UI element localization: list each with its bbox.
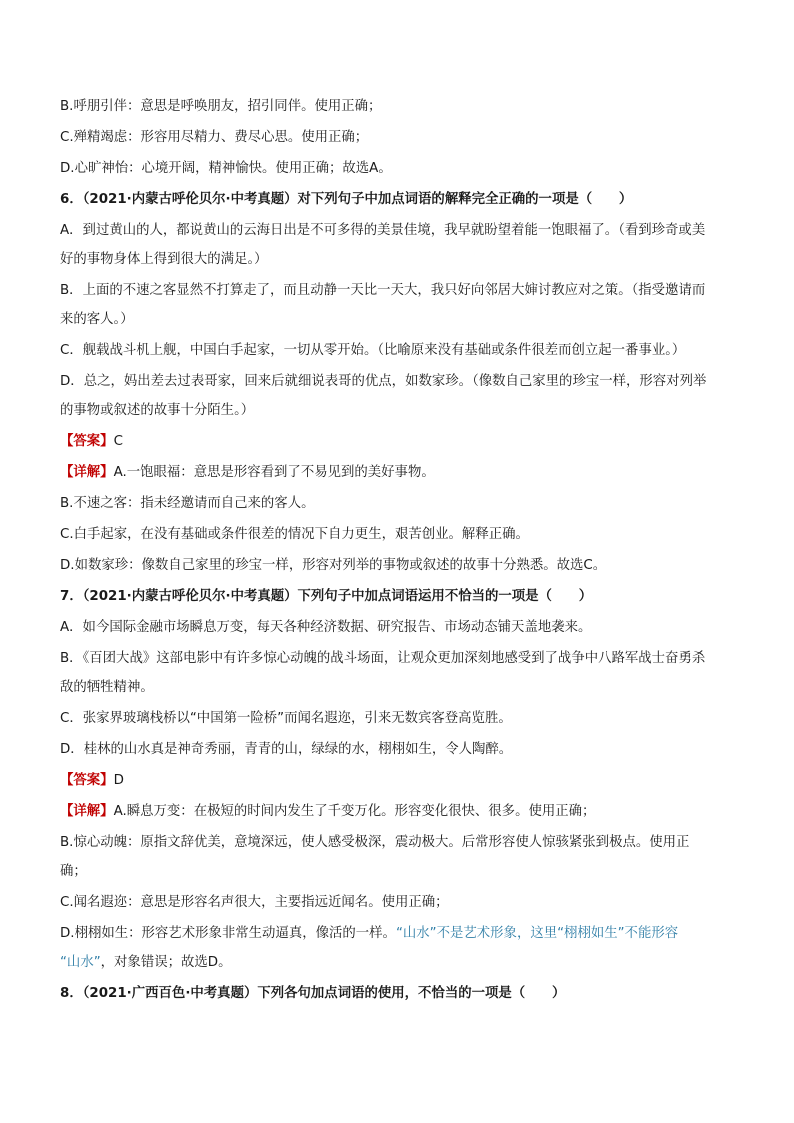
q6-option-a-cont: 好的事物身体上得到很大的满足。） [60, 252, 268, 267]
q7-detail-d [60, 923, 740, 945]
q7-option-d: D．桂林的山水真是神奇秀丽，青青的山，绿绿的水，栩栩如生，令人陶醉。 [60, 742, 513, 757]
answer-value: C [113, 434, 123, 449]
q7-option-c: C．张家界玻璃栈桥以“中国第一险桥”而闻名遐迩，引来无数宾客登高览胜。 [60, 711, 512, 726]
q6-detail-b: B.不速之客：指未经邀请而自己来的客人。 [60, 496, 315, 511]
q7-detail-b: B.惊心动魄：原指文辞优美，意境深远，使人感受极深，震动极大。后常形容使人惊骇紧张到极点。使用正 [60, 835, 690, 850]
q6-detail-a [60, 462, 740, 484]
q6-option-b-cont: 来的客人。） [60, 312, 134, 327]
q6-option-a: A．到过黄山的人，都说黄山的云海日出是不可多得的美景佳境，我早就盼望着能一饱眼福了。（看到珍奇或美 [60, 223, 706, 238]
q6-option-d-cont: 的事物或叙述的故事十分陌生。） [60, 403, 255, 418]
detail-tag: 【详解】 [60, 804, 114, 819]
answer-tag: 【答案】 [60, 773, 114, 788]
q7-detail-b-cont: 确； [60, 864, 87, 879]
detail-text: D.栩栩如生：形容艺术形象非常生动逼真，像活的一样。 [60, 926, 396, 941]
q8-title: 8．（2021·广西百色·中考真题）下列各句加点词语的使用，不恰当的一项是（ ） [60, 986, 566, 1001]
q6-title: 6．（2021·内蒙古呼伦贝尔·中考真题）对下列句子中加点词语的解释完全正确的一项是（ ） [60, 192, 633, 207]
document-page [60, 96, 740, 1014]
q5-detail-b: B.呼朋引伴：意思是呼唤朋友，招引同伴。使用正确； [60, 99, 382, 114]
detail-text: A.一饱眼福：意思是形容看到了不易见到的美好事物。 [113, 465, 435, 480]
q6-option-c: C．舰载战斗机上舰，中国白手起家，一切从零开始。（比喻原来没有基础或条件很差而创立起一番事业。） [60, 343, 686, 358]
detail-highlight: “山水” [60, 955, 101, 970]
q6-detail-c: C.白手起家，在没有基础或条件很差的情况下自力更生，艰苦创业。解释正确。 [60, 527, 529, 542]
q6-option-d: D．总之，妈出差去过表哥家，回来后就细说表哥的优点，如数家珍。（像数自己家里的珍宝一样，形容对列举 [60, 374, 707, 389]
q7-detail-c: C.闻名遐迩：意思是形容名声很大，主要指远近闻名。使用正确； [60, 895, 449, 910]
q5-detail-d: D.心旷神怡：心境开阔，精神愉快。使用正确；故选A。 [60, 161, 392, 176]
q5-detail-c: C.殚精竭虑：形容用尽精力、费尽心思。使用正确； [60, 130, 369, 145]
answer-value: D [113, 773, 124, 788]
q7-option-b-cont: 敌的牺牲精神。 [60, 680, 154, 695]
q6-answer [60, 431, 740, 453]
q7-title: 7．（2021·内蒙古呼伦贝尔·中考真题）下列句子中加点词语运用不恰当的一项是（ ） [60, 589, 593, 604]
q7-option-b: B．《百团大战》这部电影中有许多惊心动魄的战斗场面，让观众更加深刻地感受到了战争中八路军战士奋勇杀 [60, 651, 706, 666]
q7-detail-a [60, 801, 740, 823]
detail-text: A.瞬息万变：在极短的时间内发生了千变万化。形容变化很快、很多。使用正确； [113, 804, 596, 819]
q7-option-a: A．如今国际金融市场瞬息万变，每天各种经济数据、研究报告、市场动态铺天盖地袭来。 [60, 620, 592, 635]
answer-tag: 【答案】 [60, 434, 114, 449]
detail-text: ，对象错误；故选D。 [100, 955, 232, 970]
q6-option-b: B．上面的不速之客显然不打算走了，而且动静一天比一天大，我只好向邻居大婶讨教应对之策。（指受邀请而 [60, 283, 706, 298]
q7-detail-d-cont [60, 952, 740, 974]
detail-tag: 【详解】 [60, 465, 114, 480]
detail-highlight: “山水”不是艺术形象，这里“栩栩如生”不能形容 [395, 926, 679, 941]
q6-detail-d: D.如数家珍：像数自己家里的珍宝一样，形容对列举的事物或叙述的故事十分熟悉。故选C。 [60, 558, 607, 573]
q7-answer [60, 770, 740, 792]
